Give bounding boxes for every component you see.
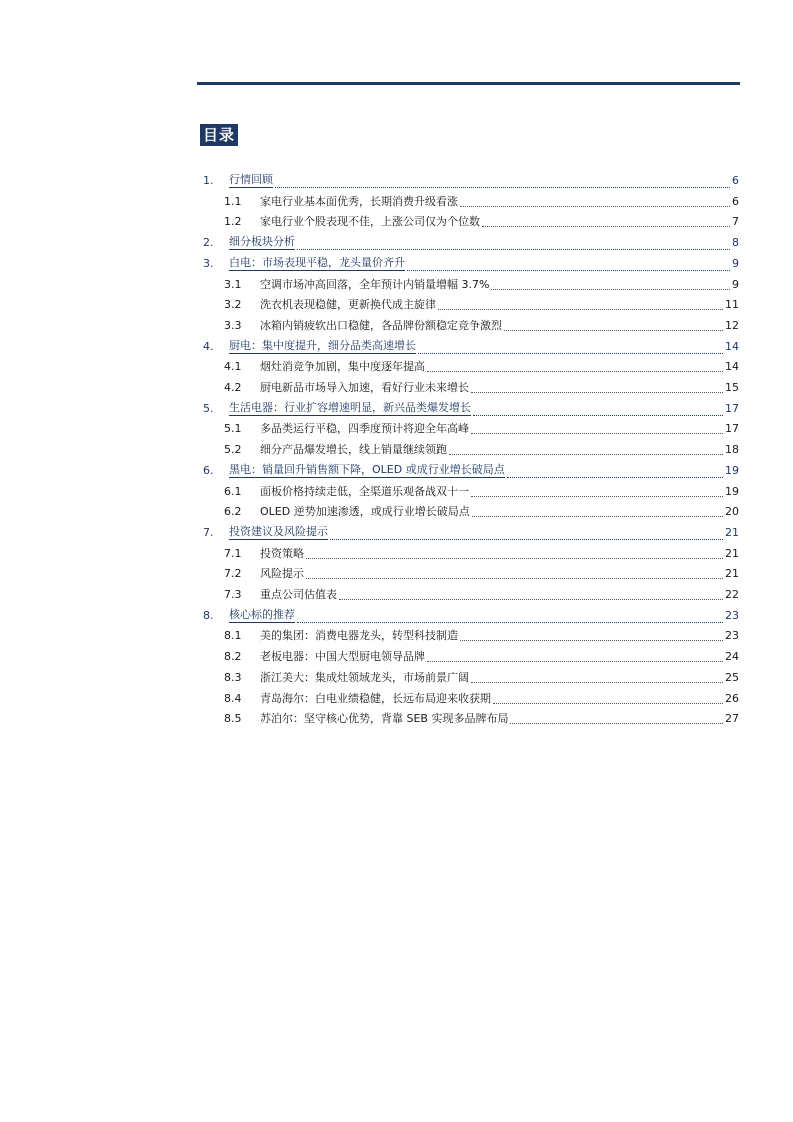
toc-entry-title: 重点公司估值表	[260, 588, 337, 601]
toc-entry-page: 8	[732, 236, 739, 250]
toc-entry-number: 3.3	[224, 318, 242, 332]
toc-entry-page: 23	[725, 629, 739, 643]
toc-entry[interactable]	[203, 230, 739, 250]
toc-entry-page: 17	[725, 422, 739, 436]
toc-entry-page: 21	[725, 525, 739, 539]
toc-leader-dots	[297, 238, 730, 250]
toc-entry[interactable]	[203, 168, 739, 188]
toc-entry-number: 3.2	[224, 298, 242, 312]
toc-entry-page: 25	[725, 670, 739, 684]
toc-entry[interactable]	[224, 499, 739, 519]
toc-entry-page: 14	[725, 360, 739, 374]
toc-leader-dots	[438, 298, 723, 310]
toc-entry-number: 6.2	[224, 505, 242, 519]
toc-entry-page: 15	[725, 381, 739, 394]
toc-entry[interactable]	[224, 686, 739, 706]
toc-leader-dots	[504, 319, 723, 331]
toc-leader-dots	[339, 588, 723, 600]
toc-entry-title: 细分板块分析	[229, 235, 295, 249]
toc-entry-page: 14	[725, 339, 739, 353]
toc-entry-number: 6.	[203, 463, 214, 477]
toc-entry-title: 家电行业基本面优秀，长期消费升级看涨	[260, 194, 458, 208]
toc-entry-number: 7.	[203, 525, 214, 539]
toc-entry-page: 19	[725, 463, 739, 477]
toc-entry-page: 22	[725, 588, 739, 601]
toc-entry[interactable]	[203, 520, 739, 540]
toc-entry-title: 浙江美大：集成灶领域龙头，市场前景广阔	[260, 670, 469, 684]
toc-entry[interactable]	[224, 416, 739, 436]
toc-entry[interactable]	[224, 479, 739, 499]
toc-entry-number: 8.4	[224, 691, 242, 705]
toc-entry-number: 8.2	[224, 650, 242, 664]
toc-entry-title: 生活电器：行业扩容增速明显，新兴品类爆发增长	[229, 400, 471, 414]
toc-leader-dots	[473, 404, 723, 416]
toc-entry-title: 空调市场冲高回落，全年预计内销量增幅 3.7%	[260, 277, 490, 291]
toc-entry-title: 厨电新品市场导入加速，看好行业未来增长	[260, 381, 469, 394]
toc-leader-dots	[472, 505, 723, 517]
toc-entry-number: 7.2	[224, 567, 242, 581]
toc-entry-number: 7.1	[224, 546, 242, 560]
toc-entry[interactable]	[224, 644, 739, 664]
toc-entry-title: 投资策略	[260, 546, 304, 560]
toc-entry[interactable]	[224, 541, 739, 561]
toc-entry[interactable]	[203, 396, 739, 416]
toc-entry-page: 20	[725, 505, 739, 519]
toc-entry-title: 家电行业个股表现不佳，上涨公司仅为个位数	[260, 215, 480, 229]
toc-entry-page: 6	[732, 194, 739, 208]
toc-entry-page: 21	[725, 546, 739, 560]
toc-entry-number: 2.	[203, 236, 214, 250]
toc-leader-dots	[510, 712, 723, 724]
toc-leader-dots	[297, 611, 723, 623]
toc-entry-number: 5.	[203, 401, 214, 415]
toc-leader-dots	[460, 629, 723, 641]
toc-entry[interactable]	[203, 458, 739, 478]
toc-entry[interactable]	[224, 292, 739, 312]
toc-leader-dots	[306, 547, 723, 559]
toc-leader-dots	[493, 692, 723, 704]
toc-entry-title: 多品类运行平稳，四季度预计将迎全年高峰	[260, 422, 469, 436]
toc-entry-title: 行情回顾	[229, 173, 273, 186]
toc-entry[interactable]	[224, 706, 739, 726]
toc-entry-title: 面板价格持续走低，全渠道乐观备战双十一	[260, 484, 469, 498]
toc-leader-dots	[471, 422, 723, 434]
toc-entry-number: 7.3	[224, 588, 242, 601]
toc-entry-page: 9	[732, 256, 739, 270]
toc-entry-page: 11	[725, 298, 739, 312]
toc-entry-page: 6	[732, 174, 739, 187]
toc-entry[interactable]	[224, 272, 739, 292]
toc-leader-dots	[407, 259, 730, 271]
toc-leader-dots	[471, 485, 723, 497]
toc-entry[interactable]	[224, 561, 739, 581]
toc-entry-title: 核心标的推荐	[229, 607, 295, 621]
toc-entry[interactable]	[224, 375, 739, 395]
toc-entry-title: OLED 逆势加速渗透，或成行业增长破局点	[260, 505, 470, 519]
toc-entry[interactable]	[224, 623, 739, 643]
toc-entry-page: 21	[725, 567, 739, 581]
toc-entry[interactable]	[224, 437, 739, 457]
toc-leader-dots	[427, 650, 723, 662]
toc-entry-number: 8.3	[224, 670, 242, 684]
toc-entry-title: 苏泊尔：坚守核心优势，背靠 SEB 实现多品牌布局	[260, 712, 509, 726]
toc-entry-title: 青岛海尔：白电业绩稳健，长远布局迎来收获期	[260, 691, 491, 705]
toc-entry[interactable]	[203, 251, 739, 271]
toc-title: 目录	[200, 124, 238, 146]
toc-entry-page: 18	[725, 443, 739, 457]
toc-entry-number: 3.	[203, 256, 214, 270]
toc-entry-title: 细分产品爆发增长，线上销量继续领跑	[260, 443, 447, 457]
toc-entry[interactable]	[224, 209, 739, 229]
toc-entry-title: 老板电器：中国大型厨电领导品牌	[260, 650, 425, 664]
toc-entry-title: 烟灶消竞争加剧，集中度逐年提高	[260, 360, 425, 374]
toc-entry-number: 4.	[203, 339, 214, 353]
toc-entry-number: 1.1	[224, 194, 242, 208]
toc-entry-page: 12	[725, 318, 739, 332]
toc-leader-dots	[471, 381, 723, 393]
toc-entry-page: 23	[725, 608, 739, 622]
toc-entry-title: 黑电：销量回升销售额下降，OLED 或成行业增长破局点	[229, 462, 505, 476]
toc-entry-page: 17	[725, 401, 739, 415]
toc-entry-number: 4.2	[224, 381, 242, 394]
toc-leader-dots	[427, 360, 723, 372]
toc-entry-number: 8.5	[224, 712, 242, 726]
toc-entry-page: 19	[725, 484, 739, 498]
toc-leader-dots	[275, 176, 730, 188]
toc-entry-number: 6.1	[224, 484, 242, 498]
toc-entry-title: 白电：市场表现平稳，龙头量价齐升	[229, 255, 405, 269]
toc-entry-number: 5.2	[224, 443, 242, 457]
toc-entry-title: 投资建议及风险提示	[229, 524, 328, 538]
toc-entry-number: 1.	[203, 174, 214, 187]
toc-entry-page: 26	[725, 691, 739, 705]
toc-entry[interactable]	[203, 334, 739, 354]
toc-leader-dots	[491, 278, 730, 290]
toc-entry-title: 厨电：集中度提升，细分品类高速增长	[229, 338, 416, 352]
toc-leader-dots	[330, 528, 723, 540]
toc-entry[interactable]	[224, 665, 739, 685]
toc-entry[interactable]	[203, 603, 739, 623]
toc-entry-page: 9	[732, 277, 739, 291]
toc-leader-dots	[306, 567, 723, 579]
toc-leader-dots	[471, 671, 723, 683]
toc-leader-dots	[460, 195, 730, 207]
toc-entry-number: 3.1	[224, 277, 242, 291]
toc-entry-page: 7	[732, 215, 739, 229]
toc-leader-dots	[449, 443, 723, 455]
toc-entry-page: 24	[725, 650, 739, 664]
toc-leader-dots	[482, 215, 730, 227]
toc-entry-title: 冰箱内销疲软出口稳健，各品牌份额稳定竞争激烈	[260, 318, 502, 332]
toc-entry-number: 8.1	[224, 629, 242, 643]
header-rule	[197, 82, 740, 85]
toc-entry-number: 8.	[203, 608, 214, 622]
toc-entry[interactable]	[224, 313, 739, 333]
toc-entry-title: 洗衣机表现稳健，更新换代成主旋律	[260, 298, 436, 312]
toc-entry-number: 5.1	[224, 422, 242, 436]
toc-entry-title: 美的集团：消费电器龙头，转型科技制造	[260, 629, 458, 643]
toc-entry-page: 27	[725, 712, 739, 726]
toc-leader-dots	[418, 342, 723, 354]
toc-entry-number: 4.1	[224, 360, 242, 374]
toc-leader-dots	[507, 466, 723, 478]
toc-entry[interactable]	[224, 582, 739, 602]
toc-entry-title: 风险提示	[260, 567, 304, 581]
toc-entry-number: 1.2	[224, 215, 242, 229]
toc-entry[interactable]	[224, 189, 739, 209]
toc-entry[interactable]	[224, 354, 739, 374]
